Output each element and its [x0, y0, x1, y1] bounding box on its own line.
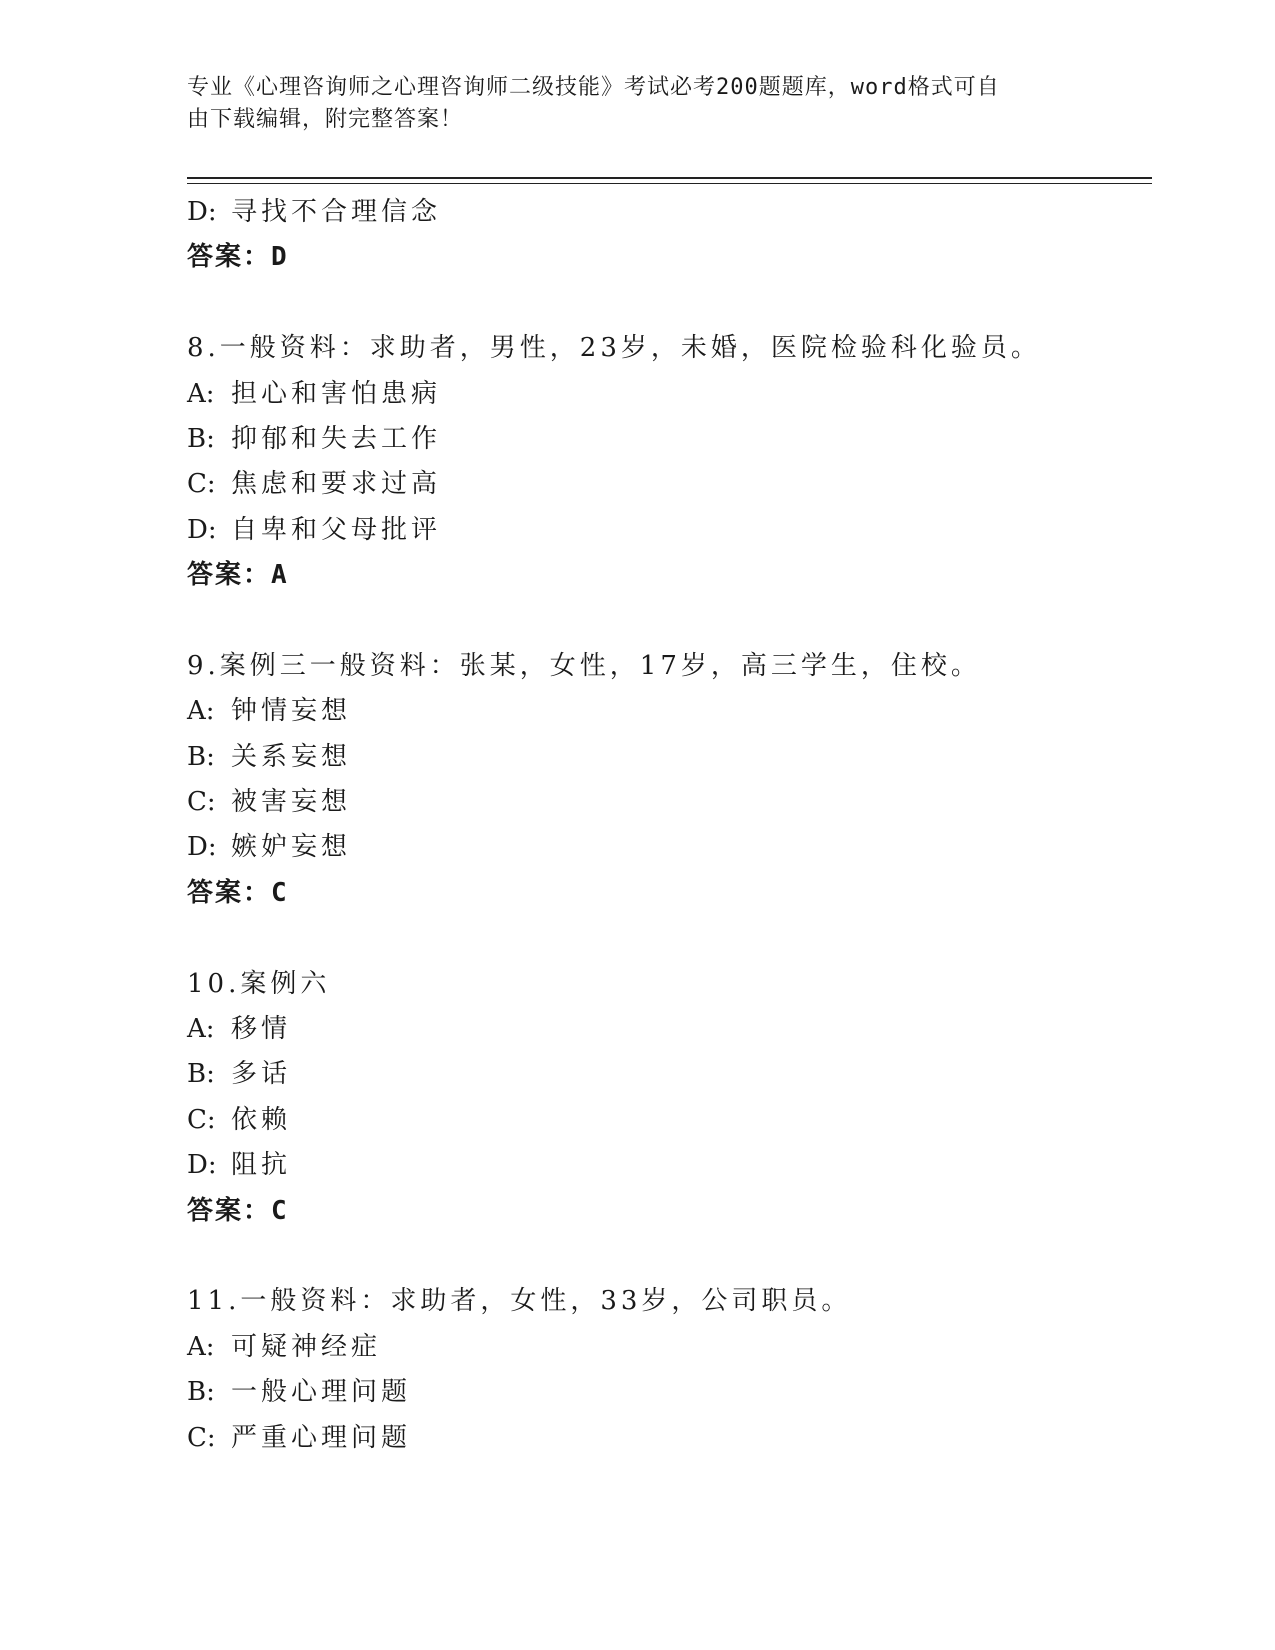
document-header — [187, 72, 1067, 136]
option-row — [187, 417, 1147, 462]
option-letter: B: — [187, 1059, 215, 1090]
header-divider-thick — [187, 177, 1152, 179]
option-text: 被害妄想 — [231, 787, 352, 818]
option-letter: C: — [187, 469, 216, 500]
option-row — [187, 1098, 1147, 1143]
option-text: 钟情妄想 — [231, 696, 352, 727]
option-letter: D: — [187, 832, 217, 863]
option-letter: D: — [187, 1150, 217, 1181]
question-stem: 9.案例三一般资料：张某，女性，17岁，高三学生，住校。 — [187, 650, 981, 681]
option-letter: B: — [187, 741, 215, 772]
option-text: 严重心理问题 — [231, 1422, 412, 1453]
option-row — [187, 190, 1147, 235]
question-stem: 8.一般资料：求助者，男性，23岁，未婚，医院检验科化验员。 — [187, 333, 1041, 364]
option-row — [187, 1143, 1147, 1188]
answer-line: 答案：C — [187, 1195, 289, 1226]
answer-line: 答案：D — [187, 242, 289, 273]
answer-line: 答案：A — [187, 560, 289, 591]
question-stem: 10.案例六 — [187, 968, 331, 999]
option-row — [187, 1052, 1147, 1097]
option-text: 依赖 — [231, 1104, 292, 1135]
option-text: 可疑神经症 — [231, 1331, 382, 1362]
option-row — [187, 689, 1147, 734]
option-letter: D: — [187, 514, 217, 545]
option-text: 自卑和父母批评 — [231, 514, 442, 545]
option-text: 担心和害怕患病 — [231, 378, 442, 409]
option-text: 移情 — [231, 1014, 292, 1045]
spacer — [187, 281, 1147, 326]
option-text: 一般心理问题 — [231, 1377, 412, 1408]
option-text: 关系妄想 — [231, 741, 352, 772]
option-letter: C: — [187, 1422, 216, 1453]
option-letter: A: — [187, 1014, 215, 1045]
option-letter: B: — [187, 423, 215, 454]
option-text: 阻抗 — [231, 1150, 292, 1181]
option-text: 多话 — [231, 1059, 292, 1090]
spacer — [187, 916, 1147, 961]
option-text: 焦虑和要求过高 — [231, 469, 442, 500]
option-row — [187, 372, 1147, 417]
spacer — [187, 599, 1147, 644]
option-text: 寻找不合理信念 — [231, 197, 442, 227]
option-letter: B: — [187, 1377, 215, 1408]
option-row — [187, 1325, 1147, 1370]
option-row — [187, 1370, 1147, 1415]
question-list — [187, 190, 1147, 1461]
option-row — [187, 735, 1147, 780]
option-letter: A: — [187, 1331, 215, 1362]
option-row — [187, 462, 1147, 507]
question-stem: 11.一般资料：求助者，女性，33岁，公司职员。 — [187, 1286, 852, 1317]
option-row — [187, 825, 1147, 870]
option-letter: D: — [187, 197, 217, 227]
option-letter: C: — [187, 1104, 216, 1135]
header-line-1: 专业《心理咨询师之心理咨询师二级技能》考试必考200题题库，word格式可自 — [187, 75, 1000, 100]
option-row — [187, 508, 1147, 553]
option-letter: A: — [187, 378, 215, 409]
option-letter: C: — [187, 787, 216, 818]
option-text: 抑郁和失去工作 — [231, 423, 442, 454]
spacer — [187, 1234, 1147, 1279]
option-row — [187, 1416, 1147, 1461]
header-divider-thin — [187, 183, 1152, 184]
option-row — [187, 1007, 1147, 1052]
option-row — [187, 780, 1147, 825]
option-text: 嫉妒妄想 — [231, 832, 352, 863]
header-line-2: 由下载编辑，附完整答案！ — [187, 107, 464, 132]
answer-line: 答案：C — [187, 877, 289, 908]
option-letter: A: — [187, 696, 215, 727]
